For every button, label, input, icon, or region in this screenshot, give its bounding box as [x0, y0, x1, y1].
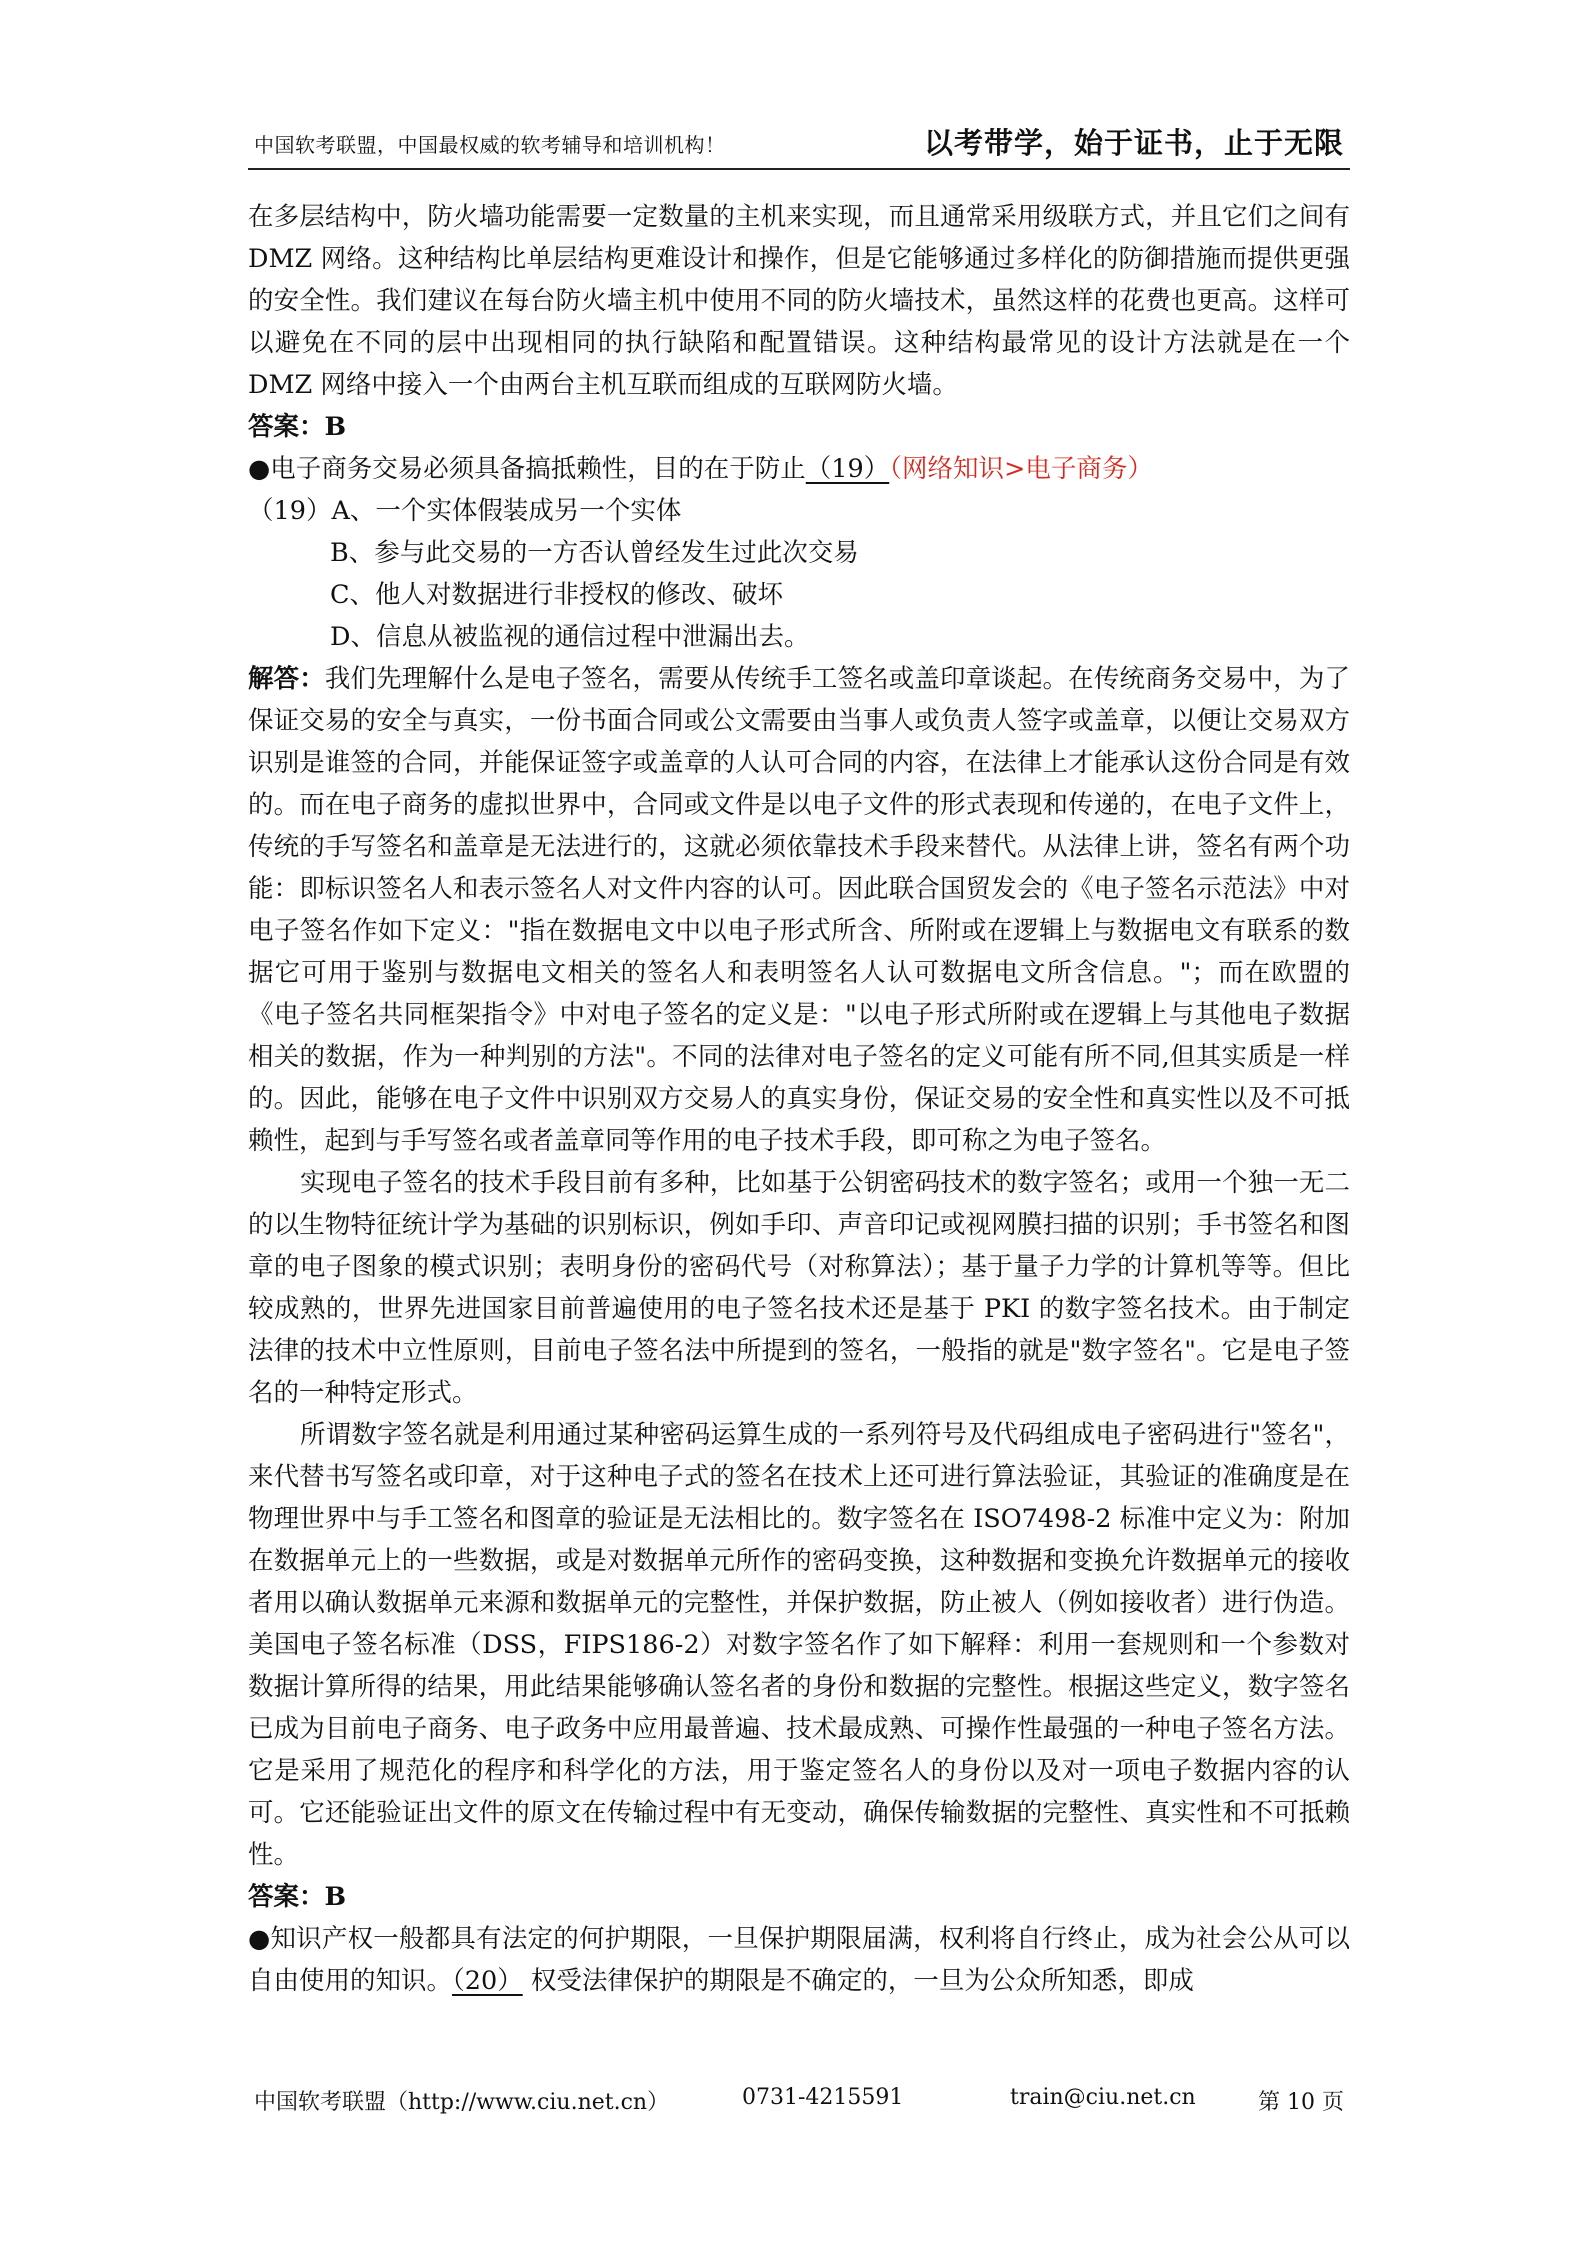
footer-website: 中国软考联盟（http://www.ciu.net.cn） — [254, 2090, 670, 2115]
page-body — [248, 196, 1350, 2002]
bullet-icon: ● — [248, 454, 271, 484]
question-19 — [248, 448, 1350, 490]
question-20-stem: 知识产权一般都具有法定的何护期限，一旦保护期限届满，权利将自行终止，成为社会公从可以自由使用的知识。 — [248, 1924, 1350, 1996]
footer-phone: 0731-4215591 — [742, 2085, 904, 2110]
question-19-stem: 电子商务交易必须具备搞抵赖性，目的在于防止 — [270, 454, 806, 484]
answer-2: 答案：B — [248, 1882, 347, 1912]
header-slogan: 以考带学，始于证书，止于无限 — [923, 126, 1344, 160]
question-20-blank: （20） — [452, 1966, 523, 1996]
question-20 — [248, 1918, 1350, 2002]
option-a: （19）A、一个实体假装成另一个实体 — [248, 496, 682, 526]
page-footer — [248, 2085, 1350, 2125]
question-20-stem-continued: 权受法律保护的期限是不确定的，一旦为公众所知悉，即成 — [522, 1966, 1194, 1996]
option-d: D、信息从被监视的通信过程中泄漏出去。 — [330, 622, 810, 652]
bullet-icon: ● — [248, 1924, 271, 1954]
footer-email: train@ciu.net.cn — [1010, 2085, 1196, 2110]
question-19-tag: （网络知识>电子商务） — [889, 454, 1153, 484]
option-b: B、参与此交易的一方否认曾经发生过此次交易 — [330, 538, 859, 568]
explanation-text-1: 我们先理解什么是电子签名，需要从传统手工签名或盖印章谈起。在传统商务交易中，为了保证交易的安全与真实，一份书面合同或公文需要由当事人或负责人签字或盖章，以便让交易双方识别是谁签的合同，并能保证签字或盖章的人认可合同的内容，在法律上才能承认这份合同是有效的。而在电子商务的虚拟世界中，合同或文件是以电子文件的形式表现和传递的，在电子文件上，传统的手写签名和盖章是无法进行的，这就必须依靠技术手段来替代。从法律上讲，签名有两个功能：即标识签名人和表示签名人对文件内容的认可。因此联合国贸发会的《电子签名示范法》中对电子签名作如下定义："指在数据电文中以电子形式所含、所附或在逻辑上与数据电文有联系的数据它可用于鉴别与数据电文相关的签名人和表明签名人认可数据电文所含信息。"；而在欧盟的《电子签名共同框架指令》中对电子签名的定义是："以电子形式所附或在逻辑上与其他电子数据相关的数据，作为一种判别的方法"。不同的法律对电子签名的定义可能有所不同,但其实质是一样的。因此，能够在电子文件中识别双方交易人的真实身份，保证交易的安全性和真实性以及不可抵赖性，起到与手写签名或者盖章同等作用的电子技术手段，即可称之为电子签名。 — [248, 664, 1350, 1156]
explanation-paragraph-1 — [248, 658, 1350, 1162]
explanation-paragraph-2: 实现电子签名的技术手段目前有多种，比如基于公钥密码技术的数字签名；或用一个独一无二的以生物特征统计学为基础的识别标识，例如手印、声音印记或视网膜扫描的识别；手书签名和图章的电子图象的模式识别；表明身份的密码代号（对称算法）；基于量子力学的计算机等等。但比较成熟的，世界先进国家目前普遍使用的电子签名技术还是基于 PKI 的数字签名技术。由于制定法律的技术中立性原则，目前电子签名法中所提到的签名，一般指的就是"数字签名"。它是电子签名的一种特定形式。 — [248, 1168, 1350, 1408]
header-left-text: 中国软考联盟，中国最权威的软考辅导和培训机构！ — [254, 133, 726, 157]
question-19-blank: （19） — [805, 454, 890, 484]
answer-1: 答案：B — [248, 412, 347, 442]
page-header — [248, 118, 1350, 170]
explanation-label: 解答： — [248, 664, 325, 694]
page-number: 第 10 页 — [1258, 2090, 1344, 2115]
explanation-paragraph-3: 所谓数字签名就是利用通过某种密码运算生成的一系列符号及代码组成电子密码进行"签名"，来代替书写签名或印章，对于这种电子式的签名在技术上还可进行算法验证，其验证的准确度是在物理世界中与手工签名和图章的验证是无法相比的。数字签名在 ISO7498-2 标准中定义为：附加在数据单元上的一些数据，或是对数据单元所作的密码变换，这种数据和变换允许数据单元的接收者用以确认数据单元来源和数据单元的完整性，并保护数据，防止被人（例如接收者）进行伪造。美国电子签名标准（DSS，FIPS186-2）对数字签名作了如下解释：利用一套规则和一个参数对数据计算所得的结果，用此结果能够确认签名者的身份和数据的完整性。根据这些定义，数字签名已成为目前电子商务、电子政务中应用最普遍、技术最成熟、可操作性最强的一种电子签名方法。它是采用了规范化的程序和科学化的方法，用于鉴定签名人的身份以及对一项电子数据内容的认可。它还能验证出文件的原文在传输过程中有无变动，确保传输数据的完整性、真实性和不可抵赖性。 — [248, 1420, 1350, 1870]
option-c: C、他人对数据进行非授权的修改、破坏 — [330, 580, 784, 610]
intro-paragraph: 在多层结构中，防火墙功能需要一定数量的主机来实现，而且通常采用级联方式，并且它们之间有 DMZ 网络。这种结构比单层结构更难设计和操作，但是它能够通过多样化的防御措施而提供更强的安全性。我们建议在每台防火墙主机中使用不同的防火墙技术，虽然这样的花费也更高。这样可以避免在不同的层中出现相同的执行缺陷和配置错误。这种结构最常见的设计方法就是在一个 DMZ 网络中接入一个由两台主机互联而组成的互联网防火墙。 — [248, 202, 1350, 400]
